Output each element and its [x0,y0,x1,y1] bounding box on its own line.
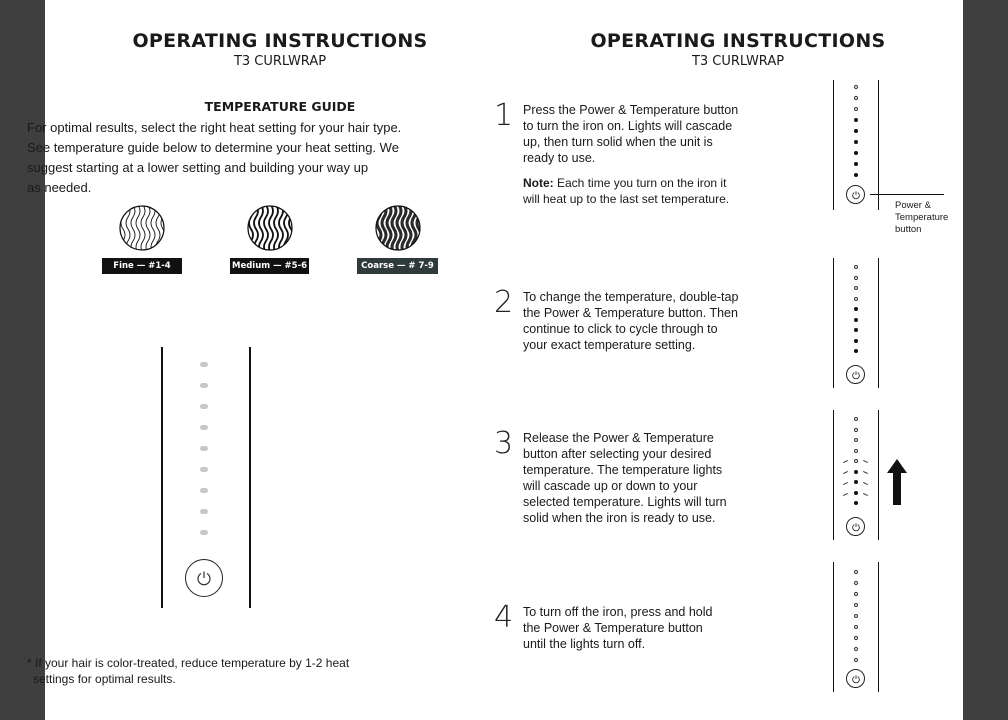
heat-light [200,362,208,367]
indicator-light [854,570,858,574]
heat-light [200,425,208,430]
step-4-number: 4 [494,600,514,635]
coarse-hair-swatch-icon [375,205,421,251]
step-line: Release the Power & Temperature [523,431,714,445]
coarse-hair-label: Coarse — # 7-9 [357,258,438,274]
step-line: To turn off the iron, press and hold [523,605,713,619]
step-line: selected temperature. Lights will turn [523,495,727,509]
step-line: Press the Power & Temperature button [523,103,739,117]
step-line: your exact temperature setting. [523,338,696,352]
note-line: will heat up to the last set temperature. [523,192,730,206]
indicator-light [854,636,858,640]
power-temperature-callout [895,200,948,236]
indicator-light [854,85,858,89]
arrow-up-icon [887,459,907,505]
indicator-light [854,173,858,177]
iron-edge-right [249,347,251,608]
callout-line [870,194,944,195]
indicator-light [854,625,858,629]
step-line: button after selecting your desired [523,447,712,461]
heat-light [200,446,208,451]
indicator-light [854,107,858,111]
heat-light [200,509,208,514]
step-3-number: 3 [494,426,514,461]
indicator-light [854,349,858,353]
indicator-light [854,307,858,311]
power-icon [196,570,212,586]
indicator-light [854,449,858,453]
fine-hair-swatch-icon [119,205,165,251]
indicator-light [854,276,858,280]
indicator-light [854,603,858,607]
power-button-2 [846,365,865,384]
step-line: ready to use. [523,151,596,165]
indicator-light [854,318,858,322]
right-page-subtitle: T3 CURLWRAP [691,54,785,69]
indicator-light [854,438,858,442]
indicator-light [854,286,858,290]
iron-4-edge-right [878,562,879,692]
power-button-4 [846,669,865,688]
step-line: the Power & Temperature button [523,621,703,635]
power-icon [851,674,860,683]
iron-2-edge-right [878,258,879,388]
step-1-number: 1 [494,98,514,133]
iron-2-edge-left [833,258,834,388]
indicator-light [854,647,858,651]
indicator-light [854,162,858,166]
step-2-text [523,289,773,353]
step-line: will cascade up or down to your [523,479,698,493]
footnote-line: * If your hair is color-treated, reduce temperature by 1-2 heat [27,656,350,670]
step-1-note [523,175,773,207]
step-line: continue to click to cycle through to [523,322,718,336]
guide-line: For optimal results, select the right heat setting for your hair type. [27,120,402,135]
step-line: until the lights turn off. [523,637,646,651]
power-icon [851,370,860,379]
iron-edge-left [161,347,163,608]
step-4-text [523,604,773,652]
guide-line: See temperature guide below to determine your heat setting. We [27,140,399,155]
note-label: Note: [523,176,554,190]
iron-3-edge-left [833,410,834,540]
heat-light [200,404,208,409]
callout-line-text: Power & [895,200,931,211]
heat-light [200,488,208,493]
guide-line: suggest starting at a lower setting and building your way up [27,160,369,175]
indicator-light [854,151,858,155]
guide-line: as needed. [27,180,92,195]
temperature-guide-heading: TEMPERATURE GUIDE [204,99,356,114]
power-button-1 [846,185,865,204]
iron-4-edge-left [833,562,834,692]
indicator-light [854,459,858,463]
iron-1-edge-right [878,80,879,210]
callout-line-text: button [895,224,922,235]
power-button-large [185,559,223,597]
indicator-light [854,129,858,133]
indicator-light [854,592,858,596]
iron-1-edge-left [833,80,834,210]
indicator-light [854,297,858,301]
power-icon [851,190,860,199]
step-line: up, then turn solid when the unit is [523,135,713,149]
left-page-title: OPERATING INSTRUCTIONS [132,30,428,52]
indicator-light [854,118,858,122]
indicator-light [854,581,858,585]
medium-hair-swatch-icon [247,205,293,251]
left-page-subtitle: T3 CURLWRAP [233,54,327,69]
step-line: To change the temperature, double-tap [523,290,739,304]
indicator-light [854,501,858,505]
indicator-light [854,428,858,432]
indicator-light [854,328,858,332]
indicator-light [854,480,858,484]
indicator-light [854,614,858,618]
step-line: to turn the iron on. Lights will cascade [523,119,733,133]
step-1-text [523,102,773,166]
indicator-light [854,140,858,144]
indicator-light [854,96,858,100]
step-line: solid when the iron is ready to use. [523,511,716,525]
footnote-line: settings for optimal results. [33,672,176,686]
indicator-light [854,265,858,269]
right-page-title: OPERATING INSTRUCTIONS [590,30,886,52]
fine-hair-label: Fine — #1-4 [102,258,182,274]
iron-3-edge-right [878,410,879,540]
indicator-light [854,658,858,662]
indicator-light [854,339,858,343]
callout-line-text: Temperature [895,212,949,223]
power-icon [851,522,860,531]
indicator-light [854,417,858,421]
step-line: temperature. The temperature lights [523,463,723,477]
heat-light [200,383,208,388]
step-2-number: 2 [494,285,514,320]
indicator-light [854,470,858,474]
power-button-3 [846,517,865,536]
heat-light [200,467,208,472]
note-line: Each time you turn on the iron it [553,176,727,190]
step-line: the Power & Temperature button. Then [523,306,738,320]
temperature-guide-text [27,118,417,198]
medium-hair-label: Medium — #5-6 [230,258,309,274]
color-treated-footnote [27,655,387,687]
indicator-light [854,491,858,495]
step-3-text [523,430,773,526]
heat-light [200,530,208,535]
